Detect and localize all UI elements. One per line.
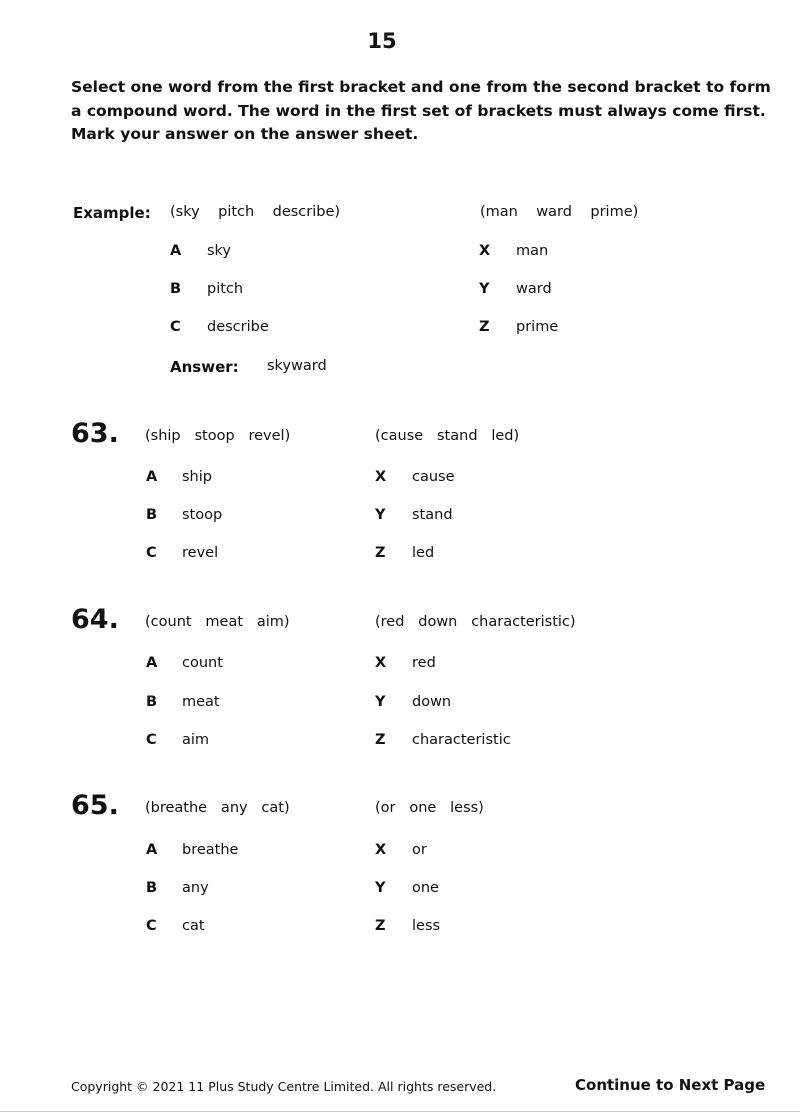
option-word: any (182, 880, 209, 896)
option-word: meat (182, 694, 220, 710)
example-bracket-2: (man ward prime) (480, 204, 639, 220)
option-word: down (412, 694, 452, 710)
option-letter: Y (375, 507, 386, 523)
option-word: stand (412, 507, 453, 523)
example-option-letter: C (170, 319, 181, 335)
option-letter: B (146, 507, 158, 523)
example-label: Example: (73, 204, 151, 222)
option-word: led (412, 545, 435, 561)
option-word: breathe (182, 842, 239, 858)
option-letter: A (146, 842, 158, 858)
question-bracket-1: (count meat aim) (145, 614, 290, 630)
option-letter: Y (375, 694, 386, 710)
option-word: cat (182, 918, 205, 934)
question-number: 64. (71, 604, 119, 635)
option-word: cause (412, 469, 455, 485)
option-letter: Y (375, 880, 386, 896)
option-word: red (412, 655, 436, 671)
page-bottom-edge (0, 1111, 800, 1112)
question-number: 63. (71, 418, 119, 449)
question-bracket-1: (ship stoop revel) (145, 428, 291, 444)
option-word: revel (182, 545, 219, 561)
option-word: stoop (182, 507, 223, 523)
example-option-word: describe (207, 319, 269, 335)
continue-next-page: Continue to Next Page (575, 1076, 766, 1094)
example-option-word: pitch (207, 281, 244, 297)
option-letter: A (146, 655, 158, 671)
example-option-letter: X (479, 243, 491, 259)
example-option-word: ward (516, 281, 552, 297)
option-letter: Z (375, 732, 386, 748)
option-word: or (412, 842, 427, 858)
option-letter: C (146, 918, 157, 934)
page-number: 15 (367, 29, 397, 53)
example-option-word: prime (516, 319, 559, 335)
example-option-letter: B (170, 281, 182, 297)
example-option-letter: A (170, 243, 182, 259)
option-letter: B (146, 694, 158, 710)
example-option-word: sky (207, 243, 232, 259)
example-answer-value: skyward (267, 358, 327, 374)
option-letter: Z (375, 545, 386, 561)
option-letter: C (146, 732, 157, 748)
option-letter: X (375, 655, 387, 671)
example-option-letter: Y (479, 281, 490, 297)
option-word: ship (182, 469, 212, 485)
option-letter: B (146, 880, 158, 896)
question-bracket-2: (or one less) (375, 800, 484, 816)
option-letter: X (375, 842, 387, 858)
example-option-letter: Z (479, 319, 490, 335)
option-word: characteristic (412, 732, 511, 748)
question-number: 65. (71, 790, 119, 821)
question-bracket-2: (cause stand led) (375, 428, 520, 444)
example-answer-label: Answer: (170, 358, 239, 376)
copyright-notice: Copyright © 2021 11 Plus Study Centre Limited. All rights reserved. (71, 1079, 497, 1094)
question-bracket-1: (breathe any cat) (145, 800, 290, 816)
option-letter: Z (375, 918, 386, 934)
question-bracket-2: (red down characteristic) (375, 614, 576, 630)
example-bracket-1: (sky pitch describe) (170, 204, 341, 220)
option-word: less (412, 918, 441, 934)
instructions: Select one word from the first bracket and one from the second bracket to form a compound word. The word in the first set of brackets must always come first. Mark your answer on the answer sheet. (71, 78, 771, 143)
option-word: count (182, 655, 223, 671)
option-letter: X (375, 469, 387, 485)
option-letter: C (146, 545, 157, 561)
option-word: aim (182, 732, 210, 748)
option-letter: A (146, 469, 158, 485)
example-option-word: man (516, 243, 549, 259)
option-word: one (412, 880, 439, 896)
